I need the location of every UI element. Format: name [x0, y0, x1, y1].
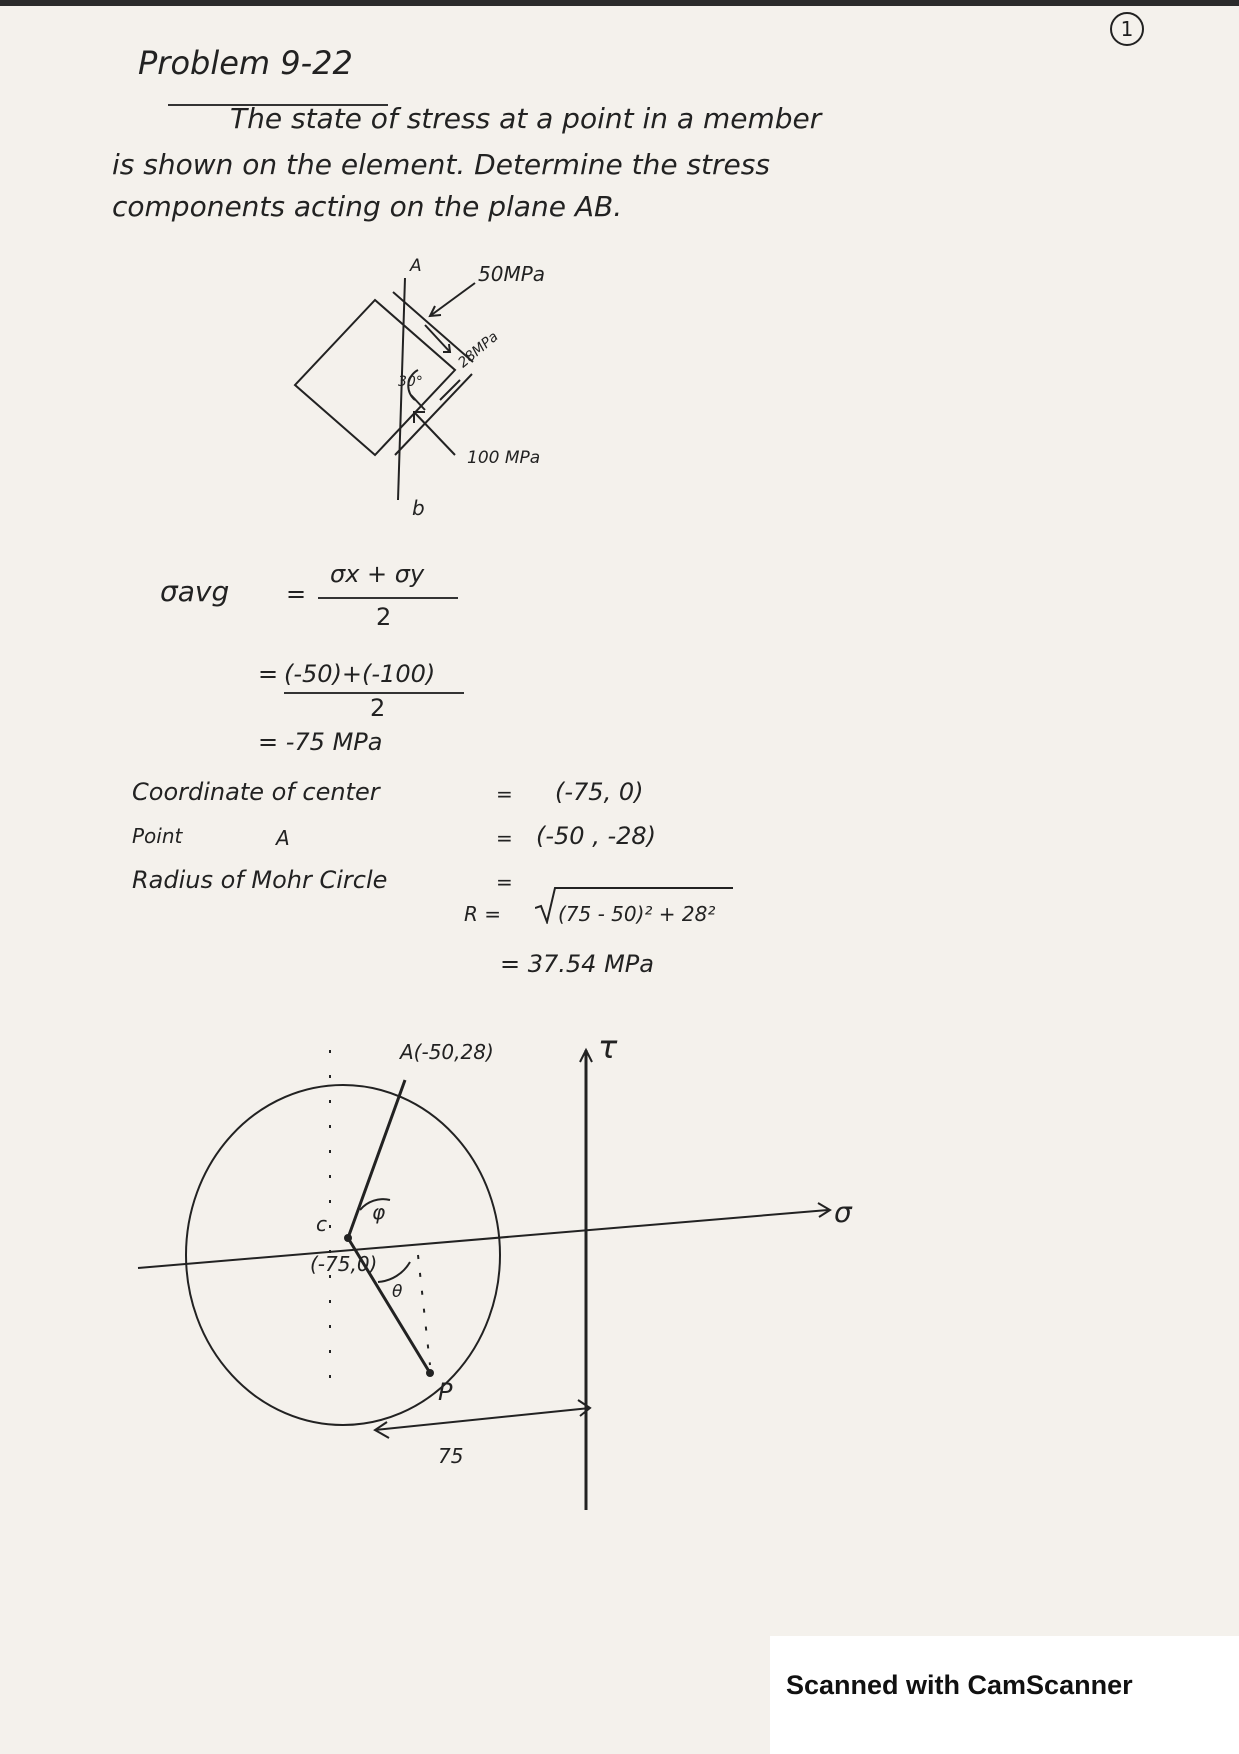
statement-line-3: components acting on the plane AB.	[112, 190, 623, 223]
point-p-label: P	[438, 1378, 453, 1406]
label-100mpa: 100 MPa	[467, 448, 541, 468]
dashed-p-line	[418, 1255, 430, 1365]
center-label: Coordinate of center	[132, 778, 380, 806]
sigma-avg-equals: =	[286, 580, 307, 608]
dimension-label: 75	[438, 1444, 464, 1468]
radius-value: = 37.54 MPa	[500, 950, 654, 978]
substituted-numerator: (-50)+(-100)	[284, 660, 436, 688]
point-value: (-50 , -28)	[536, 822, 657, 850]
center-value: (-75, 0)	[555, 778, 644, 806]
sigma-avg-symbol: σavg	[160, 575, 230, 608]
theta-arc	[378, 1262, 410, 1282]
dimension-line	[375, 1408, 590, 1430]
radius-formula: (75 - 50)² + 28²	[558, 902, 716, 926]
point-name: A	[276, 826, 290, 850]
point-p	[426, 1369, 434, 1377]
point-label: Point	[132, 824, 183, 848]
radius-equals: =	[496, 870, 513, 894]
center-coord-label: (-75,0)	[310, 1252, 378, 1276]
label-angle: 30°	[398, 374, 423, 390]
sigma-axis-line	[138, 1210, 828, 1268]
label-28mpa: 28MPa	[455, 328, 502, 372]
radius-label: Radius of Mohr Circle	[132, 866, 388, 894]
sigma-avg-result: = -75 MPa	[258, 728, 383, 756]
statement-line-2: is shown on the element. Determine the stress	[112, 148, 770, 181]
point-equals: =	[496, 826, 513, 850]
sigma-axis-label: σ	[834, 1196, 852, 1229]
statement-line-1: The state of stress at a point in a member	[230, 102, 822, 135]
substituted-denominator: 2	[370, 694, 386, 722]
camscanner-watermark: Scanned with CamScanner	[786, 1670, 1133, 1700]
radius-r: R =	[464, 902, 502, 926]
point-a-label: A(-50,28)	[400, 1040, 494, 1064]
label-50mpa: 50MPa	[478, 262, 546, 286]
sub-equals: =	[258, 660, 279, 688]
center-letter-label: c	[316, 1212, 327, 1236]
page-number: 1	[1110, 12, 1144, 46]
center-point	[344, 1234, 352, 1242]
label-b: b	[412, 496, 425, 520]
phi-label: φ	[372, 1200, 386, 1224]
problem-title: Problem 9-22	[138, 44, 353, 82]
center-equals: =	[496, 782, 513, 806]
tau-axis-label: τ	[598, 1028, 618, 1066]
sigma-formula-denominator: 2	[376, 603, 392, 631]
theta-label: θ	[392, 1282, 403, 1302]
sigma-formula-numerator: σx + σy	[330, 560, 425, 588]
label-a: A	[410, 256, 422, 276]
